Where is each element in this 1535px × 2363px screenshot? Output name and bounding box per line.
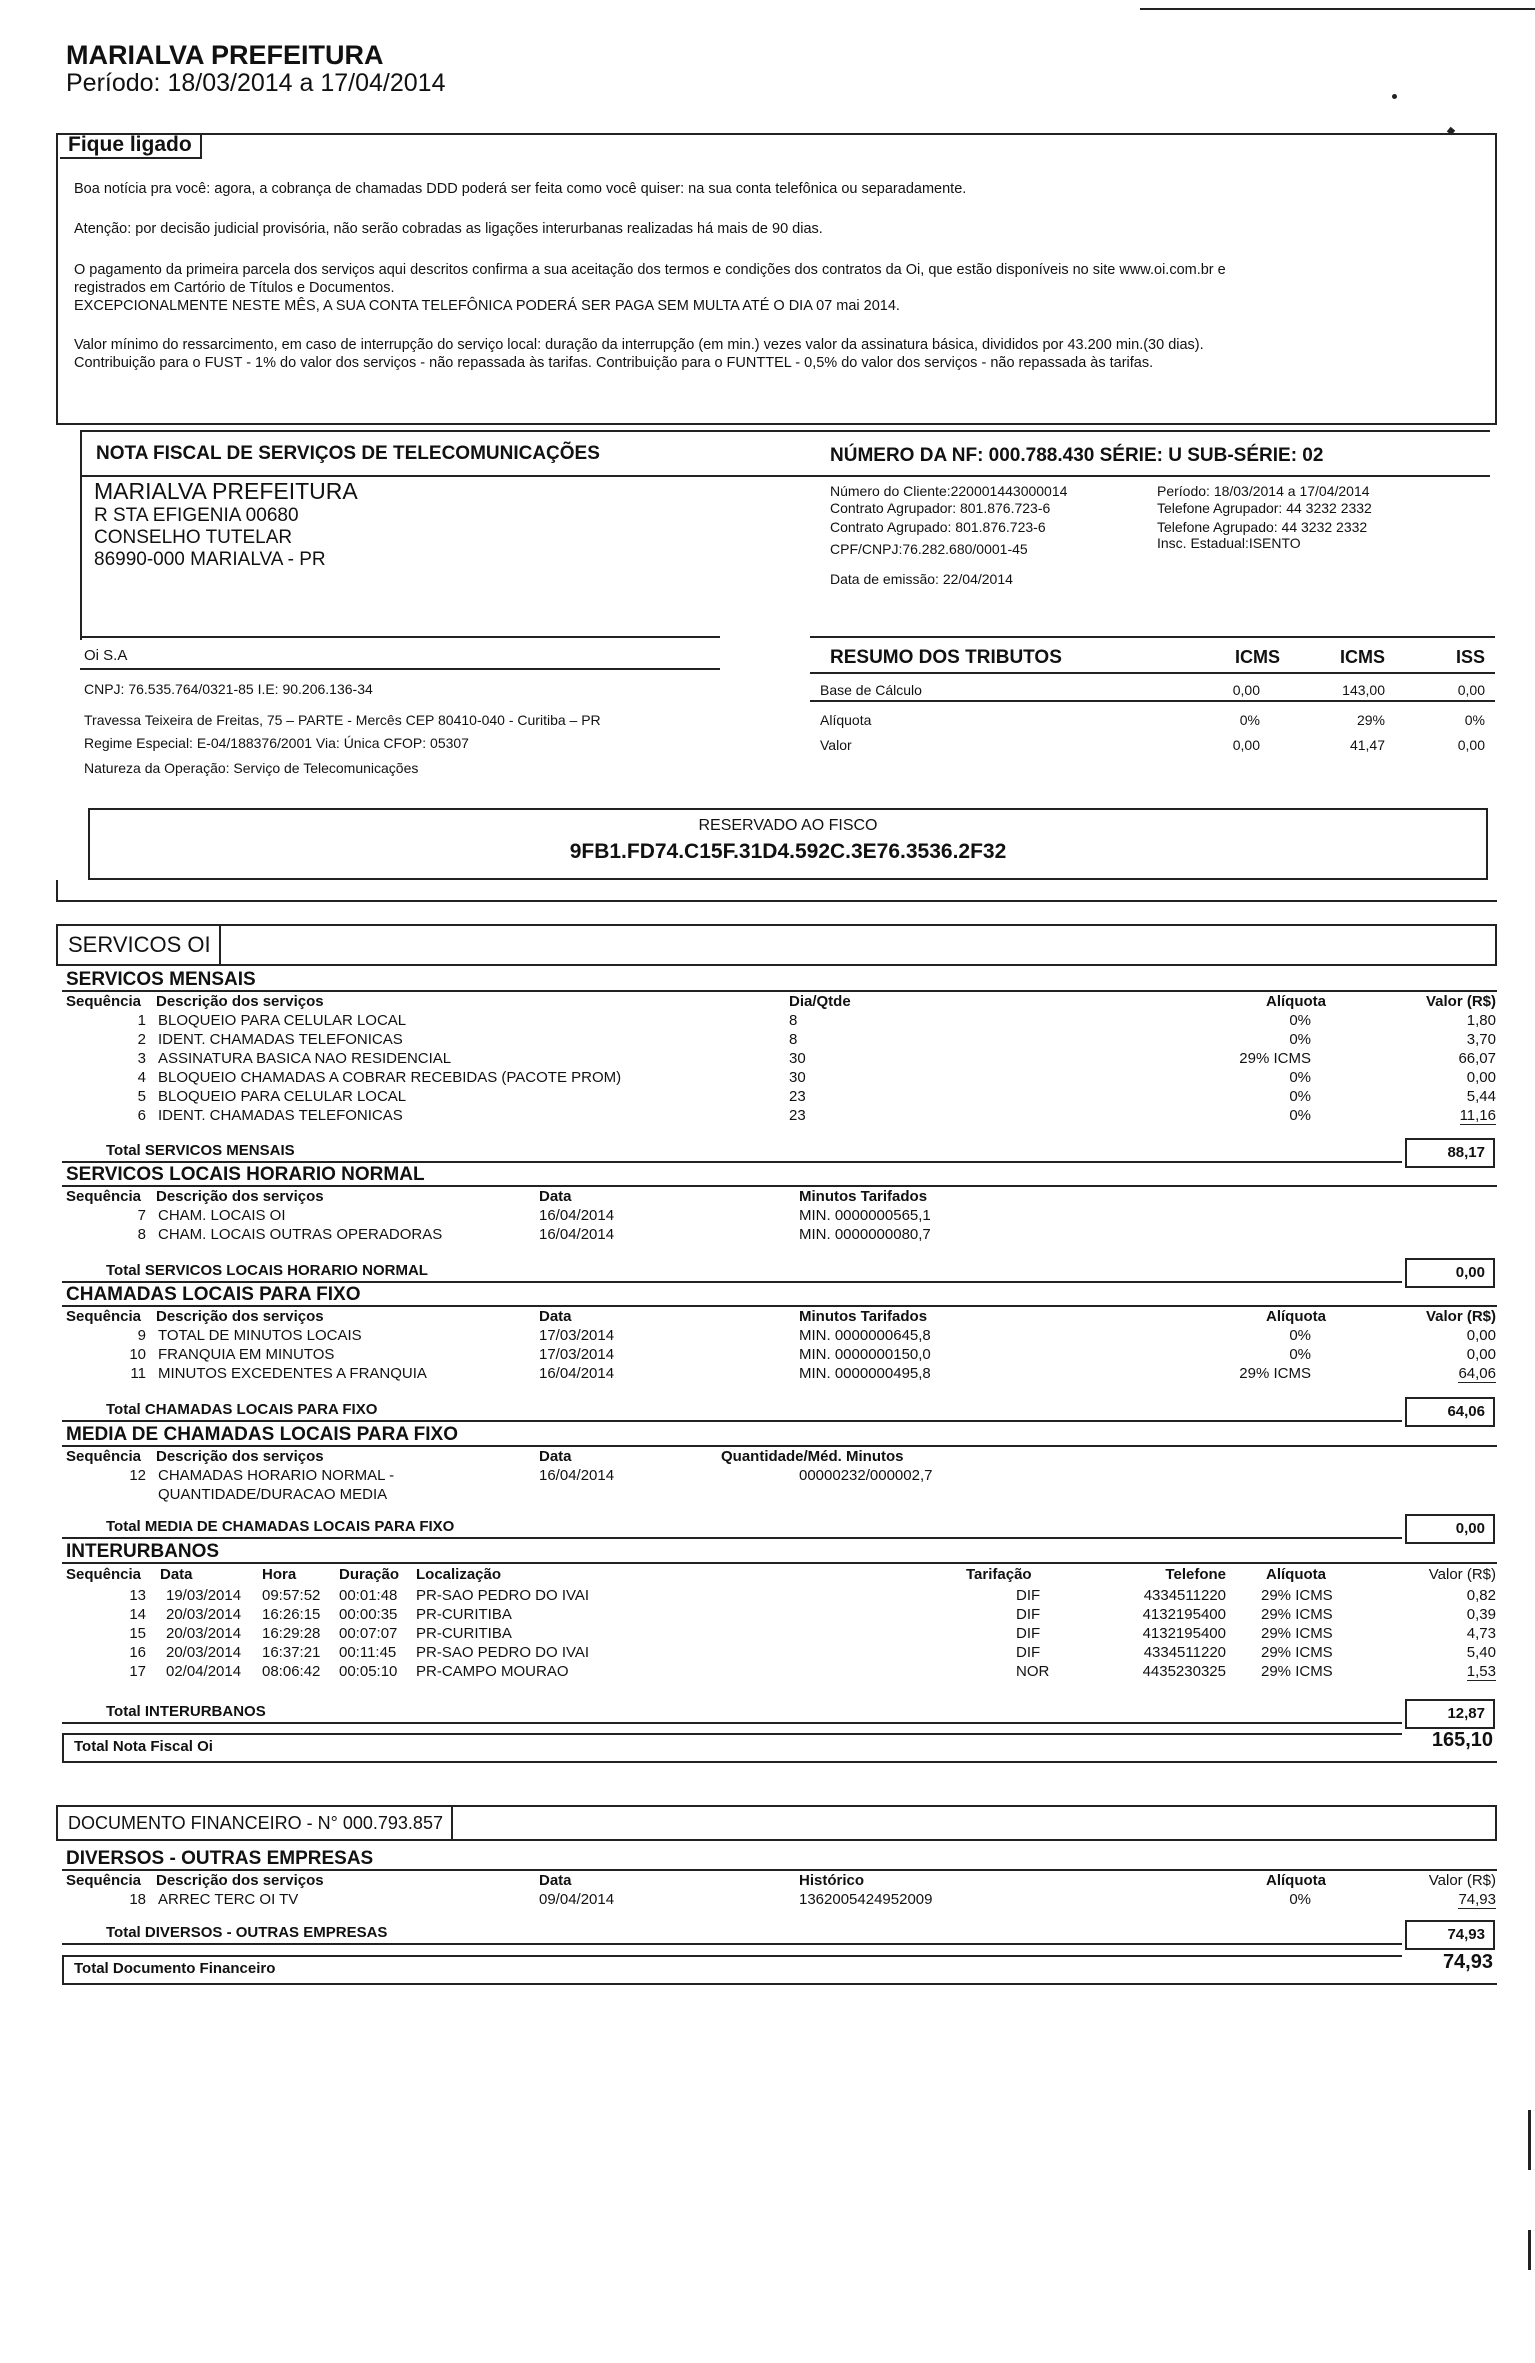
tributos-row-label: Valor: [820, 737, 852, 753]
data-emissao: Data de emissão: 22/04/2014: [830, 571, 1013, 587]
divider: [62, 1537, 1402, 1539]
empresa-endereco: Travessa Teixeira de Freitas, 75 – PARTE - Mercês CEP 80410-040 - Curitiba – PR: [84, 712, 601, 728]
cell-qtd: 00000232/000002,7: [799, 1467, 933, 1484]
cell-aliq: 29% ICMS: [1261, 1644, 1333, 1661]
servicos-oi-title: SERVICOS OI: [60, 926, 221, 964]
cell-desc: QUANTIDADE/DURACAO MEDIA: [158, 1486, 388, 1503]
col-header: Data: [539, 1308, 572, 1325]
divider: [80, 430, 1490, 432]
cell-telefone: 4435230325: [1142, 1663, 1226, 1680]
cell-min: MIN. 0000000495,8: [799, 1365, 931, 1382]
cell-seq: 10: [129, 1346, 146, 1363]
cell-aliq: 29% ICMS: [1239, 1050, 1311, 1067]
tributos-row-label: Alíquota: [820, 712, 872, 728]
divider: [62, 1185, 1497, 1187]
cell-duracao: 00:07:07: [339, 1625, 398, 1642]
cell-seq: 5: [137, 1088, 146, 1105]
table-row: [66, 1365, 1496, 1384]
total-label: Total MEDIA DE CHAMADAS LOCAIS PARA FIXO: [106, 1518, 455, 1535]
diversos-table: [66, 1872, 1496, 1912]
fique-ligado-box: [56, 133, 1497, 425]
cell-desc: MINUTOS EXCEDENTES A FRANQUIA: [158, 1365, 427, 1382]
col-header: Valor (R$): [1425, 1308, 1496, 1325]
total-value: 12,87: [1405, 1699, 1495, 1729]
contrato-agrupado: Contrato Agrupado: 801.876.723-6: [830, 519, 1046, 535]
cell-aliq: 0%: [1289, 1346, 1311, 1363]
cell-seq: 1: [137, 1012, 146, 1029]
col-header: Valor (R$): [1425, 993, 1496, 1010]
recipient-address: R STA EFIGENIA 00680: [94, 505, 299, 526]
notice-text: O pagamento da primeira parcela dos serviços aqui descritos confirma a sua aceitação dos termos e condições dos contratos da Oi, que estão disponíveis no site www.oi.com.br e: [74, 262, 1226, 278]
col-header: Valor (R$): [1428, 1566, 1496, 1583]
section-title: SERVICOS LOCAIS HORARIO NORMAL: [66, 1164, 425, 1185]
divider: [62, 1733, 1402, 1735]
table-row: [66, 1107, 1496, 1126]
table-row: [66, 1069, 1496, 1088]
divider: [62, 1562, 1497, 1564]
scan-mark: [1528, 2230, 1531, 2270]
tributos-cell: 0%: [1239, 712, 1260, 728]
tributos-cell: 143,00: [1342, 682, 1385, 698]
cell-aliq: 0%: [1289, 1031, 1311, 1048]
cell-valor: 11,16: [1459, 1107, 1496, 1124]
table-header: [66, 1566, 1496, 1585]
inscricao-estadual: Insc. Estadual:ISENTO: [1157, 535, 1301, 551]
recipient-address: 86990-000 MARIALVA - PR: [94, 549, 326, 570]
cell-valor: 74,93: [1458, 1891, 1496, 1908]
cell-valor: 0,00: [1466, 1346, 1496, 1363]
cell-desc: CHAM. LOCAIS OI: [158, 1207, 286, 1224]
cell-seq: 4: [137, 1069, 146, 1086]
col-header: Alíquota: [1266, 1308, 1326, 1325]
divider: [810, 636, 1495, 638]
cell-aliq: 0%: [1289, 1088, 1311, 1105]
col-header: Sequência: [66, 1566, 142, 1583]
cell-qtd: 23: [789, 1088, 806, 1105]
reservado-fisco-label: RESERVADO AO FISCO: [698, 817, 878, 834]
cell-hora: 09:57:52: [262, 1587, 321, 1604]
total-value: 64,06: [1405, 1397, 1495, 1427]
notice-text: Boa notícia pra você: agora, a cobrança de chamadas DDD poderá ser feita como você quiser: na sua conta telefônica ou separadamente.: [74, 181, 967, 197]
cell-data: 17/03/2014: [539, 1327, 615, 1344]
tributos-row-label: Base de Cálculo: [820, 682, 922, 698]
cell-valor: 0,82: [1466, 1587, 1496, 1604]
cell-qtd: 23: [789, 1107, 806, 1124]
table-header: [66, 1872, 1496, 1891]
notice-text: Atenção: por decisão judicial provisória, não serão cobradas as ligações interurbanas realizadas há mais de 90 dias.: [74, 221, 823, 237]
col-header: Localização: [416, 1566, 502, 1583]
contrato-agrupador: Contrato Agrupador: 801.876.723-6: [830, 500, 1051, 516]
cell-valor: 4,73: [1466, 1625, 1496, 1642]
cell-valor: 1,80: [1466, 1012, 1496, 1029]
cell-data: 20/03/2014: [166, 1644, 242, 1661]
col-header: Duração: [339, 1566, 400, 1583]
total-nota-label: Total Nota Fiscal Oi: [74, 1738, 213, 1755]
cell-qtd: 8: [789, 1031, 798, 1048]
table-row: [66, 1012, 1496, 1031]
cell-desc: CHAMADAS HORARIO NORMAL -: [158, 1467, 395, 1484]
cell-aliq: 29% ICMS: [1239, 1365, 1311, 1382]
cell-min: MIN. 0000000645,8: [799, 1327, 931, 1344]
recipient-name: MARIALVA PREFEITURA: [94, 478, 358, 504]
cell-aliq: 0%: [1289, 1327, 1311, 1344]
cell-valor: 66,07: [1458, 1050, 1496, 1067]
col-header: Data: [160, 1566, 193, 1583]
col-header: Sequência: [66, 993, 142, 1010]
cell-tarifacao: DIF: [1016, 1587, 1041, 1604]
table-row: [66, 1663, 1496, 1682]
cell-aliq: 0%: [1289, 1891, 1311, 1908]
col-header: Descrição dos serviços: [156, 1872, 324, 1889]
tributos-col-icms: ICMS: [1340, 647, 1385, 667]
cell-duracao: 00:00:35: [339, 1606, 398, 1623]
col-header: Alíquota: [1266, 1566, 1326, 1583]
cell-localizacao: PR-CURITIBA: [416, 1625, 512, 1642]
table-row: [66, 1327, 1496, 1346]
tributos-cell: 29%: [1356, 712, 1385, 728]
cell-tarifacao: DIF: [1016, 1606, 1041, 1623]
cell-data: 02/04/2014: [166, 1663, 242, 1680]
cell-min: MIN. 0000000565,1: [799, 1207, 931, 1224]
col-header: Alíquota: [1266, 993, 1326, 1010]
divider: [80, 475, 1490, 477]
fique-ligado-title: Fique ligado: [60, 133, 202, 159]
col-header: Data: [539, 1448, 572, 1465]
telefone-agrupado: Telefone Agrupado: 44 3232 2332: [1157, 519, 1368, 535]
divider: [62, 1869, 1497, 1871]
section-title: SERVICOS MENSAIS: [66, 969, 256, 990]
col-header: Tarifação: [966, 1566, 1032, 1583]
cell-valor: 3,70: [1466, 1031, 1496, 1048]
col-header: Data: [539, 1872, 572, 1889]
cell-seq: 15: [129, 1625, 146, 1642]
table-header: [66, 1448, 1496, 1467]
cell-desc: ARREC TERC OI TV: [158, 1891, 299, 1908]
total-label: Total CHAMADAS LOCAIS PARA FIXO: [106, 1401, 378, 1418]
cell-desc: TOTAL DE MINUTOS LOCAIS: [158, 1327, 362, 1344]
tributos-cell: 0%: [1464, 712, 1485, 728]
fixo-table: [66, 1308, 1496, 1388]
total-value: 0,00: [1405, 1258, 1495, 1288]
divider: [62, 1281, 1402, 1283]
total-value: 74,93: [1405, 1920, 1495, 1950]
documento-financeiro-title: DOCUMENTO FINANCEIRO - N° 000.793.857: [60, 1807, 453, 1839]
divider: [56, 880, 58, 900]
tributos-cell: 0,00: [1457, 682, 1485, 698]
total-label: Total INTERURBANOS: [106, 1703, 266, 1720]
cell-seq: 14: [129, 1606, 146, 1623]
cell-tarifacao: DIF: [1016, 1644, 1041, 1661]
cell-data: 09/04/2014: [539, 1891, 615, 1908]
section-title: DIVERSOS - OUTRAS EMPRESAS: [66, 1848, 374, 1869]
cell-duracao: 00:01:48: [339, 1587, 398, 1604]
divider: [62, 1305, 1497, 1307]
reservado-fisco-code: 9FB1.FD74.C15F.31D4.592C.3E76.3536.2F32: [569, 840, 1007, 863]
cell-qtd: 30: [789, 1069, 806, 1086]
table-row: [66, 1486, 1496, 1505]
total-label: Total SERVICOS MENSAIS: [106, 1142, 295, 1159]
periodo: Período: 18/03/2014 a 17/04/2014: [1157, 483, 1370, 499]
col-header: Descrição dos serviços: [156, 1448, 324, 1465]
notice-text: EXCEPCIONALMENTE NESTE MÊS, A SUA CONTA TELEFÔNICA PODERÁ SER PAGA SEM MULTA ATÉ O DIA 07 mai 2014.: [74, 298, 900, 314]
nota-numero: NÚMERO DA NF: 000.788.430 SÉRIE: U SUB-SÉRIE: 02: [830, 445, 1324, 466]
cell-seq: 11: [130, 1365, 146, 1382]
table-row: [66, 1891, 1496, 1910]
reservado-fisco-box: [88, 808, 1488, 880]
cell-valor: 5,40: [1466, 1644, 1496, 1661]
cell-aliq: 29% ICMS: [1261, 1606, 1333, 1623]
divider: [80, 430, 82, 640]
tributos-col-icms: ICMS: [1235, 647, 1280, 667]
cell-valor: 0,00: [1466, 1069, 1496, 1086]
tributos-cell: 0,00: [1232, 737, 1260, 753]
cell-historico: 1362005424952009: [799, 1891, 933, 1908]
table-row: [66, 1346, 1496, 1365]
divider: [62, 1955, 1402, 1957]
table-row: [66, 1226, 1496, 1245]
cell-seq: 2: [137, 1031, 146, 1048]
divider: [810, 700, 1495, 702]
col-header: Descrição dos serviços: [156, 1308, 324, 1325]
cell-desc: IDENT. CHAMADAS TELEFONICAS: [158, 1107, 403, 1124]
tributos-cell: 0,00: [1232, 682, 1260, 698]
cpf-cnpj: CPF/CNPJ:76.282.680/0001-45: [830, 541, 1028, 557]
cell-aliq: 29% ICMS: [1261, 1663, 1333, 1680]
col-header: Dia/Qtde: [789, 993, 851, 1010]
interurbanos-table: [66, 1566, 1496, 1686]
cell-seq: 6: [137, 1107, 146, 1124]
notice-text: registrados em Cartório de Títulos e Documentos.: [74, 280, 395, 296]
cell-hora: 08:06:42: [262, 1663, 321, 1680]
divider: [810, 672, 1495, 674]
notice-text: Contribuição para o FUST - 1% do valor dos serviços - não repassada às tarifas. Contribuição para o FUNTTEL - 0,5% do valor dos serviços - não repassada às tarifas.: [74, 355, 1154, 371]
total-documento-label: Total Documento Financeiro: [74, 1960, 276, 1977]
empresa-regime: Regime Especial: E-04/188376/2001 Via: Única CFOP: 05307: [84, 735, 469, 751]
col-header: Sequência: [66, 1188, 142, 1205]
cell-data: 19/03/2014: [166, 1587, 242, 1604]
cell-tarifacao: NOR: [1016, 1663, 1050, 1680]
cell-qtd: 30: [789, 1050, 806, 1067]
billing-period: Período: 18/03/2014 a 17/04/2014: [66, 69, 446, 97]
cell-seq: 17: [129, 1663, 146, 1680]
cell-hora: 16:29:28: [262, 1625, 321, 1642]
cell-aliq: 29% ICMS: [1261, 1625, 1333, 1642]
col-header: Descrição dos serviços: [156, 993, 324, 1010]
section-title: MEDIA DE CHAMADAS LOCAIS PARA FIXO: [66, 1424, 458, 1445]
table-header: [66, 1308, 1496, 1327]
cell-min: MIN. 0000000150,0: [799, 1346, 931, 1363]
divider: [80, 668, 720, 670]
table-row: [66, 1088, 1496, 1107]
table-row: [66, 1467, 1496, 1486]
col-header: Minutos Tarifados: [799, 1188, 928, 1205]
tributos-title: RESUMO DOS TRIBUTOS: [830, 647, 1062, 668]
cell-seq: 9: [137, 1327, 146, 1344]
empresa-nome: Oi S.A: [84, 647, 128, 664]
divider: [62, 990, 1497, 992]
cell-telefone: 4334511220: [1143, 1587, 1226, 1604]
cell-seq: 16: [129, 1644, 146, 1661]
cell-valor: 0,00: [1466, 1327, 1496, 1344]
divider: [80, 636, 720, 638]
col-header: Data: [539, 1188, 572, 1205]
cell-valor: 64,06: [1458, 1365, 1496, 1382]
cell-min: MIN. 0000000080,7: [799, 1226, 931, 1243]
table-row: [66, 1050, 1496, 1069]
col-header: Alíquota: [1266, 1872, 1326, 1889]
cell-data: 16/04/2014: [539, 1467, 615, 1484]
divider: [62, 1161, 1402, 1163]
cell-desc: BLOQUEIO PARA CELULAR LOCAL: [158, 1088, 407, 1105]
cell-aliq: 29% ICMS: [1261, 1587, 1333, 1604]
cell-hora: 16:26:15: [262, 1606, 321, 1623]
media-table: [66, 1448, 1496, 1508]
cell-data: 16/04/2014: [539, 1365, 615, 1382]
cell-qtd: 8: [789, 1012, 798, 1029]
locais-table: [66, 1188, 1496, 1248]
total-value: 88,17: [1405, 1138, 1495, 1168]
cell-desc: IDENT. CHAMADAS TELEFONICAS: [158, 1031, 403, 1048]
section-title: CHAMADAS LOCAIS PARA FIXO: [66, 1284, 361, 1305]
cell-desc: BLOQUEIO PARA CELULAR LOCAL: [158, 1012, 407, 1029]
scan-top-line: [1140, 8, 1535, 10]
cell-desc: CHAM. LOCAIS OUTRAS OPERADORAS: [158, 1226, 443, 1243]
cell-telefone: 4334511220: [1143, 1644, 1226, 1661]
cell-telefone: 4132195400: [1142, 1606, 1226, 1623]
cell-telefone: 4132195400: [1142, 1625, 1226, 1642]
cell-valor: 1,53: [1466, 1663, 1496, 1680]
cell-duracao: 00:05:10: [339, 1663, 398, 1680]
cell-seq: 13: [129, 1587, 146, 1604]
total-label: Total SERVICOS LOCAIS HORARIO NORMAL: [106, 1262, 428, 1279]
cell-data: 20/03/2014: [166, 1606, 242, 1623]
col-header: Sequência: [66, 1448, 142, 1465]
mensais-table: [66, 1012, 1496, 1132]
divider: [62, 1943, 1402, 1945]
scan-mark: [1392, 94, 1397, 99]
divider: [56, 900, 1497, 902]
cell-localizacao: PR-SAO PEDRO DO IVAI: [416, 1587, 590, 1604]
divider: [62, 1445, 1497, 1447]
col-header: Quantidade/Méd. Minutos: [721, 1448, 904, 1465]
notice-text: Valor mínimo do ressarcimento, em caso de interrupção do serviço local: duração da interrupção (em min.) vezes valor da assinatura básica, divididos por 43.200 min.(30 dias).: [74, 337, 1204, 353]
table-row: [66, 1031, 1496, 1050]
table-row: [66, 1644, 1496, 1663]
table-header: [66, 1188, 1496, 1207]
cell-tarifacao: DIF: [1016, 1625, 1041, 1642]
col-header: Minutos Tarifados: [799, 1308, 928, 1325]
cell-valor: 0,39: [1466, 1606, 1496, 1623]
cell-localizacao: PR-CURITIBA: [416, 1606, 512, 1623]
cell-data: 20/03/2014: [166, 1625, 242, 1642]
divider: [62, 1420, 1402, 1422]
customer-title: MARIALVA PREFEITURA: [66, 40, 384, 70]
cell-localizacao: PR-SAO PEDRO DO IVAI: [416, 1644, 590, 1661]
tributos-cell: 0,00: [1457, 737, 1485, 753]
nota-title: NOTA FISCAL DE SERVIÇOS DE TELECOMUNICAÇÕES: [96, 443, 600, 464]
numero-cliente: Número do Cliente:220001443000014: [830, 483, 1068, 499]
cell-aliq: 0%: [1289, 1107, 1311, 1124]
recipient-address: CONSELHO TUTELAR: [94, 527, 293, 548]
col-header: Valor (R$): [1428, 1872, 1496, 1889]
cell-seq: 7: [137, 1207, 146, 1224]
cell-localizacao: PR-CAMPO MOURAO: [416, 1663, 569, 1680]
col-header: Sequência: [66, 1308, 142, 1325]
col-header: Telefone: [1165, 1566, 1226, 1583]
col-header: Descrição dos serviços: [156, 1188, 324, 1205]
cell-hora: 16:37:21: [262, 1644, 321, 1661]
cell-duracao: 00:11:45: [339, 1644, 397, 1661]
cell-seq: 18: [129, 1891, 146, 1908]
table-row: [66, 1587, 1496, 1606]
divider: [62, 1722, 1402, 1724]
col-header: Hora: [262, 1566, 297, 1583]
cell-seq: 8: [137, 1226, 146, 1243]
section-title: INTERURBANOS: [66, 1541, 220, 1562]
cell-data: 17/03/2014: [539, 1346, 615, 1363]
cell-data: 16/04/2014: [539, 1226, 615, 1243]
cell-aliq: 0%: [1289, 1012, 1311, 1029]
cell-desc: ASSINATURA BASICA NAO RESIDENCIAL: [158, 1050, 452, 1067]
table-row: [66, 1625, 1496, 1644]
total-label: Total DIVERSOS - OUTRAS EMPRESAS: [106, 1924, 388, 1941]
cell-seq: 3: [137, 1050, 146, 1067]
cell-data: 16/04/2014: [539, 1207, 615, 1224]
col-header: Sequência: [66, 1872, 142, 1889]
cell-seq: 12: [129, 1467, 146, 1484]
telefone-agrupador: Telefone Agrupador: 44 3232 2332: [1157, 500, 1372, 516]
total-documento-box: [62, 1951, 1497, 1985]
table-row: [66, 1606, 1496, 1625]
empresa-natureza: Natureza da Operação: Serviço de Telecomunicações: [84, 760, 419, 776]
tributos-cell: 41,47: [1349, 737, 1385, 753]
total-nota-value: 165,10: [1431, 1729, 1493, 1751]
table-row: [66, 1207, 1496, 1226]
cell-aliq: 0%: [1289, 1069, 1311, 1086]
empresa-cnpj: CNPJ: 76.535.764/0321-85 I.E: 90.206.136-34: [84, 681, 373, 697]
tributos-col-iss: ISS: [1455, 647, 1485, 667]
servicos-oi-box: [56, 924, 1497, 966]
cell-desc: BLOQUEIO CHAMADAS A COBRAR RECEBIDAS (PACOTE PROM): [158, 1069, 622, 1086]
col-header: Histórico: [799, 1872, 865, 1889]
documento-financeiro-box: [56, 1805, 1497, 1841]
total-nota-box: [62, 1729, 1497, 1763]
total-value: 0,00: [1405, 1514, 1495, 1544]
scan-mark: [1528, 2110, 1531, 2170]
cell-desc: FRANQUIA EM MINUTOS: [158, 1346, 335, 1363]
cell-valor: 5,44: [1466, 1088, 1496, 1105]
total-documento-value: 74,93: [1442, 1951, 1493, 1973]
table-header: [66, 993, 1496, 1013]
